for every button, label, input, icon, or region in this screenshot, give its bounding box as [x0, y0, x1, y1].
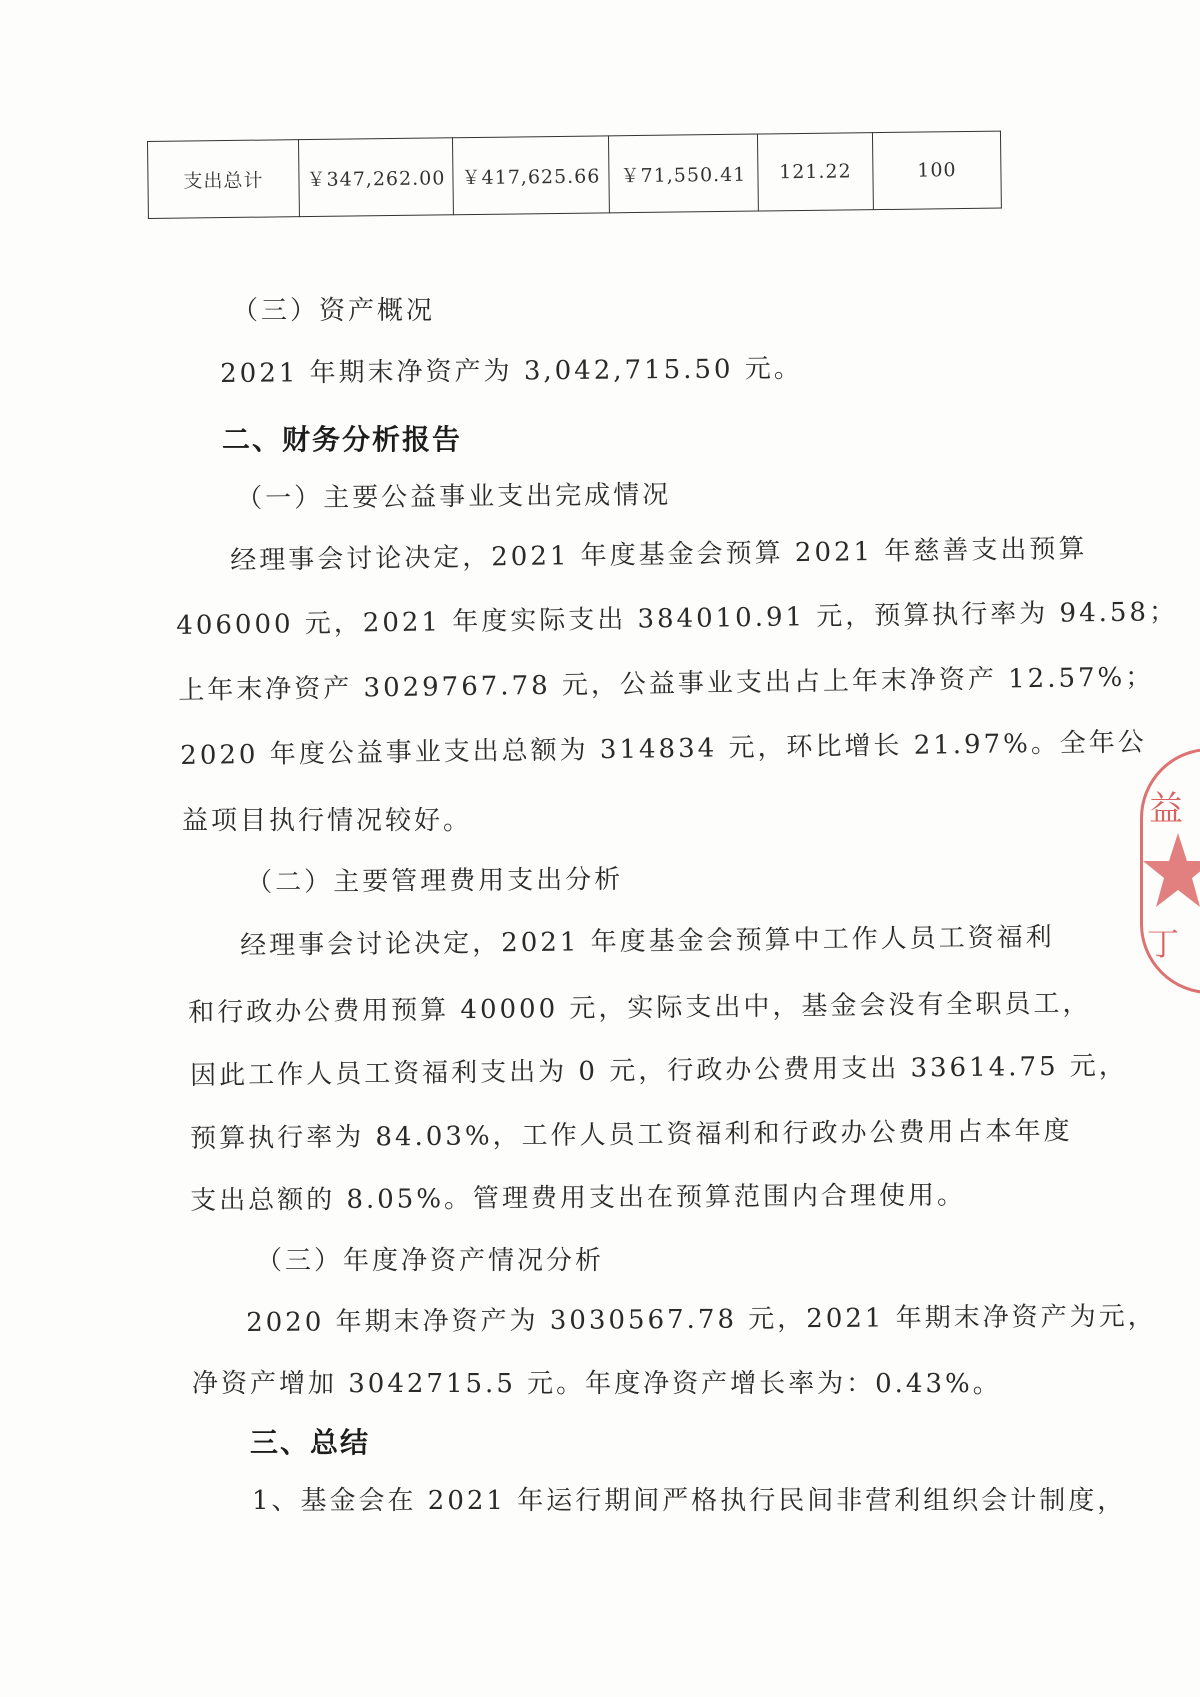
section-heading-summary: 三、总结	[250, 1426, 371, 1459]
table-cell: ￥417,625.66	[452, 136, 609, 215]
paragraph-line: 上年末净资产 3029767.78 元，公益事业支出占上年末净资产 12.57%；	[178, 662, 1155, 706]
paragraph-line: 2020 年期末净资产为 3030567.78 元，2021 年期末净资产为元，	[246, 1301, 1157, 1338]
seal-star-icon	[1143, 831, 1200, 911]
expense-total-table	[147, 131, 1002, 219]
paragraph-line: 益项目执行情况较好。	[182, 806, 473, 836]
section-heading-financial-analysis: 二、财务分析报告	[222, 423, 463, 456]
official-seal	[1140, 748, 1200, 994]
table-cell: 100	[872, 131, 1001, 210]
table-cell: ￥347,262.00	[298, 138, 453, 217]
paragraph-line: 2020 年度公益事业支出总额为 314834 元，环比增长 21.97%。全年公	[180, 727, 1148, 771]
paragraph-line: 因此工作人员工资福利支出为 0 元，行政办公费用支出 33614.75 元，	[190, 1051, 1128, 1091]
paragraph-line: 净资产增加 3042715.5 元。年度净资产增长率为：0.43%。	[192, 1369, 1002, 1399]
paragraph-line: 406000 元，2021 年度实际支出 384010.91 元，预算执行率为 94.58；	[176, 597, 1179, 641]
paragraph-line: 经理事会讨论决定，2021 年度基金会预算中工作人员工资福利	[240, 922, 1055, 961]
seal-text-bottom: 丁	[1147, 925, 1180, 963]
paragraph-line: 支出总额的 8.05%。管理费用支出在预算范围内合理使用。	[190, 1180, 967, 1216]
table-row	[148, 131, 1002, 218]
paragraph-line: 1、基金会在 2021 年运行期间严格执行民间非营利组织会计制度，	[252, 1486, 1127, 1516]
paragraph-line: 和行政办公费用预算 40000 元，实际支出中，基金会没有全职员工，	[188, 988, 1092, 1028]
table-cell-label: 支出总计	[148, 140, 300, 219]
subheading-admin-costs: （二）主要管理费用支出分析	[246, 864, 624, 898]
table-cell: 121.22	[757, 133, 873, 211]
subheading-assets: （三）资产概况	[232, 296, 436, 326]
table-cell: ￥71,550.41	[608, 134, 758, 213]
subheading-charity-spending: （一）主要公益事业支出完成情况	[236, 480, 672, 514]
paragraph-line: 2021 年期末净资产为 3,042,715.50 元。	[220, 353, 803, 389]
paragraph-line: 经理事会讨论决定，2021 年度基金会预算 2021 年慈善支出预算	[230, 534, 1088, 576]
subheading-net-assets: （三）年度净资产情况分析	[256, 1246, 605, 1276]
seal-text-top: 益	[1149, 789, 1183, 829]
paragraph-line: 预算执行率为 84.03%，工作人员工资福利和行政办公费用占本年度	[190, 1116, 1073, 1154]
